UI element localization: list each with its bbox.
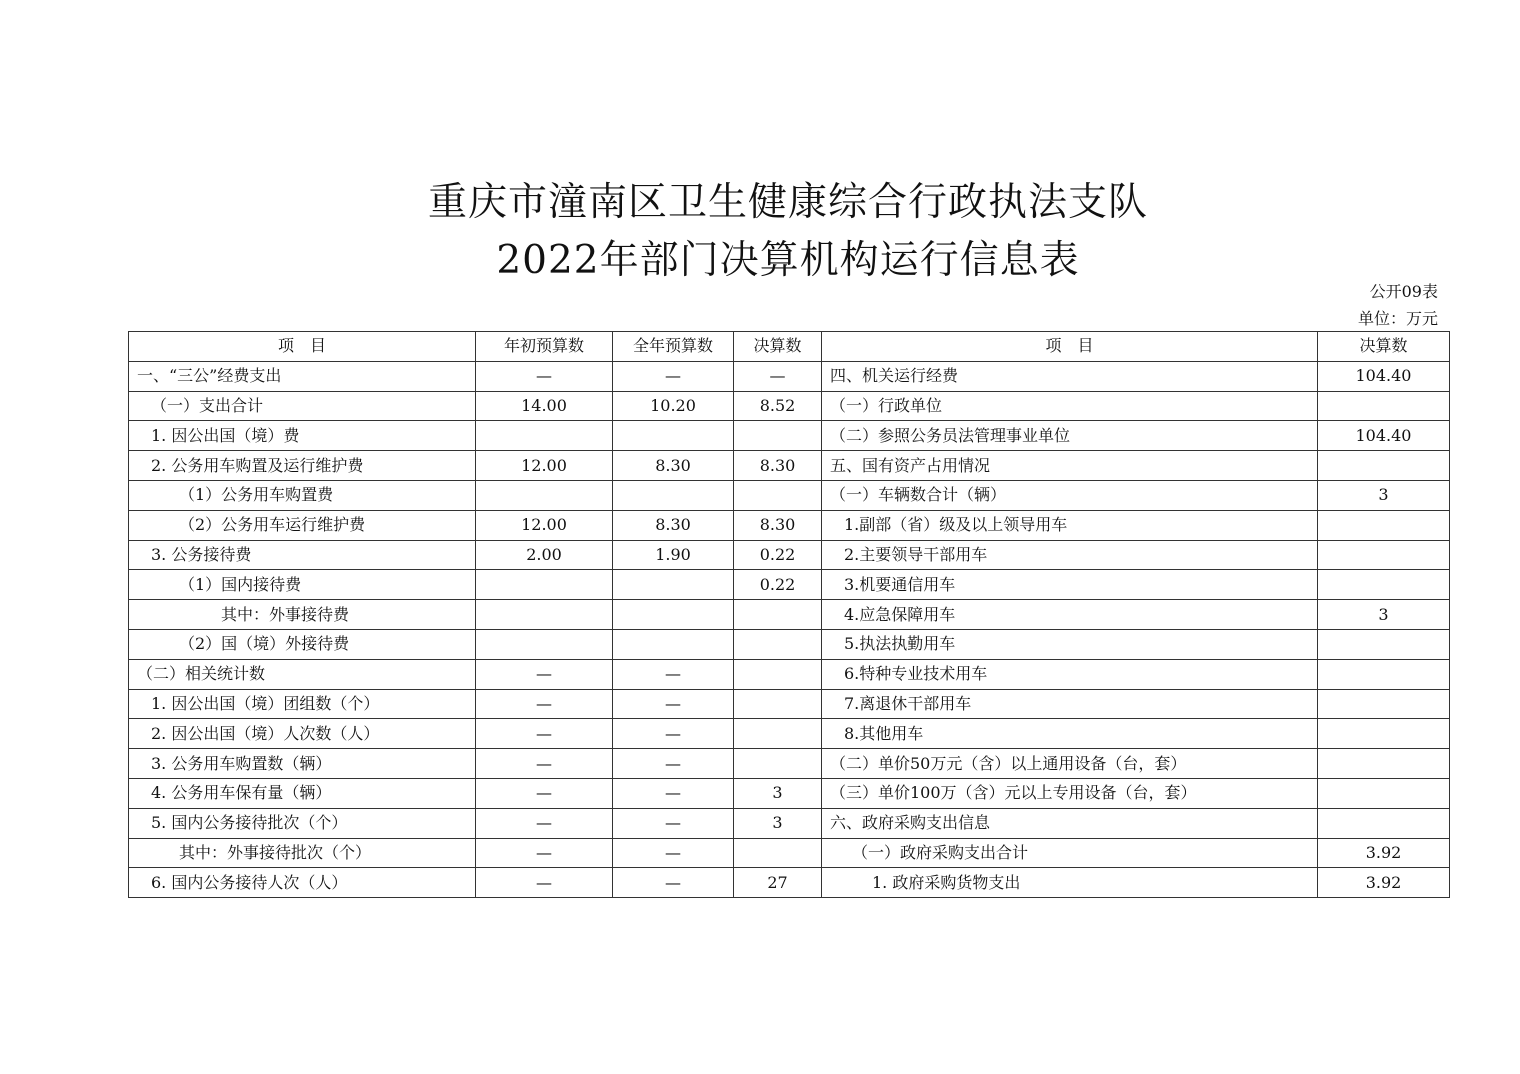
cell-final-left [734,421,822,451]
cell-item-left: 其中：外事接待费 [129,600,476,630]
cell-full-budget: — [613,361,734,391]
cell-item-right: 3.机要通信用车 [822,570,1318,600]
cell-final-right: 3 [1318,600,1450,630]
table-row [129,421,1450,451]
table-row [129,868,1450,898]
cell-full-budget [613,480,734,510]
cell-full-budget: — [613,838,734,868]
cell-full-budget: — [613,719,734,749]
cell-final-left: 0.22 [734,570,822,600]
table-row [129,570,1450,600]
cell-item-left: 4. 公务用车保有量（辆） [129,778,476,808]
cell-item-right: 五、国有资产占用情况 [822,451,1318,481]
cell-final-right: 3.92 [1318,838,1450,868]
table-row [129,719,1450,749]
cell-final-left: 3 [734,808,822,838]
cell-item-right: （一）政府采购支出合计 [822,838,1318,868]
table-row [129,629,1450,659]
cell-full-budget: 10.20 [613,391,734,421]
cell-initial-budget: — [476,778,613,808]
cell-item-right: 1. 政府采购货物支出 [822,868,1318,898]
cell-final-left: — [734,361,822,391]
cell-initial-budget: 12.00 [476,451,613,481]
cell-item-right: 5.执法执勤用车 [822,629,1318,659]
cell-item-left: 2. 公务用车购置及运行维护费 [129,451,476,481]
cell-final-right [1318,451,1450,481]
cell-final-right [1318,540,1450,570]
cell-item-left: （1）国内接待费 [129,570,476,600]
cell-full-budget: 8.30 [613,451,734,481]
cell-final-left [734,480,822,510]
cell-full-budget: 1.90 [613,540,734,570]
cell-final-right: 3 [1318,480,1450,510]
cell-full-budget [613,421,734,451]
cell-final-right [1318,689,1450,719]
cell-item-left: 其中：外事接待批次（个） [129,838,476,868]
cell-final-right [1318,510,1450,540]
cell-final-right [1318,808,1450,838]
table-row [129,808,1450,838]
cell-full-budget: — [613,778,734,808]
cell-initial-budget [476,629,613,659]
cell-item-left: （二）相关统计数 [129,659,476,689]
table-row [129,659,1450,689]
cell-item-right: 六、政府采购支出信息 [822,808,1318,838]
header-initial-budget: 年初预算数 [476,332,613,362]
cell-initial-budget: — [476,719,613,749]
cell-final-left [734,629,822,659]
header-final-right: 决算数 [1318,332,1450,362]
cell-item-left: 一、“三公”经费支出 [129,361,476,391]
cell-full-budget: — [613,808,734,838]
table-row [129,540,1450,570]
table-row [129,600,1450,630]
cell-final-right [1318,659,1450,689]
cell-full-budget [613,600,734,630]
cell-initial-budget [476,600,613,630]
table-header-row [129,332,1450,362]
cell-item-right: 6.特种专业技术用车 [822,659,1318,689]
cell-final-right: 3.92 [1318,868,1450,898]
cell-initial-budget: — [476,659,613,689]
cell-final-right [1318,629,1450,659]
cell-item-left: （1）公务用车购置费 [129,480,476,510]
table-row [129,510,1450,540]
table-row [129,451,1450,481]
cell-item-left: （2）公务用车运行维护费 [129,510,476,540]
header-item-left: 项 目 [129,332,476,362]
cell-full-budget: 8.30 [613,510,734,540]
cell-final-left: 27 [734,868,822,898]
cell-final-left: 8.52 [734,391,822,421]
cell-item-right: （三）单价100万（含）元以上专用设备（台，套） [822,778,1318,808]
cell-final-right [1318,778,1450,808]
cell-initial-budget: — [476,868,613,898]
cell-full-budget: — [613,659,734,689]
cell-final-right: 104.40 [1318,421,1450,451]
cell-initial-budget: 14.00 [476,391,613,421]
table-row [129,838,1450,868]
cell-item-right: 7.离退休干部用车 [822,689,1318,719]
cell-item-left: 3. 公务接待费 [129,540,476,570]
form-number: 公开09表 [1369,282,1438,301]
cell-item-left: 6. 国内公务接待人次（人） [129,868,476,898]
operation-info-table [128,331,1450,898]
cell-final-left: 3 [734,778,822,808]
cell-item-right: （二）参照公务员法管理事业单位 [822,421,1318,451]
cell-item-left: 5. 国内公务接待批次（个） [129,808,476,838]
cell-item-left: 1. 因公出国（境）团组数（个） [129,689,476,719]
cell-final-left [734,719,822,749]
cell-initial-budget [476,570,613,600]
cell-item-left: （2）国（境）外接待费 [129,629,476,659]
header-item-right: 项 目 [822,332,1318,362]
cell-full-budget: — [613,689,734,719]
cell-initial-budget [476,480,613,510]
cell-initial-budget: — [476,808,613,838]
cell-full-budget: — [613,749,734,779]
cell-item-left: 2. 因公出国（境）人次数（人） [129,719,476,749]
cell-initial-budget [476,421,613,451]
cell-item-right: （二）单价50万元（含）以上通用设备（台，套） [822,749,1318,779]
cell-final-left [734,689,822,719]
table-row [129,361,1450,391]
page-title: 重庆市潼南区卫生健康综合行政执法支队 [427,180,1148,225]
cell-item-left: （一）支出合计 [129,391,476,421]
table-row [129,749,1450,779]
cell-final-left [734,659,822,689]
cell-full-budget [613,629,734,659]
cell-full-budget [613,570,734,600]
table-row [129,480,1450,510]
table-row [129,391,1450,421]
cell-item-right: 四、机关运行经费 [822,361,1318,391]
cell-final-right [1318,719,1450,749]
cell-item-right: 4.应急保障用车 [822,600,1318,630]
cell-final-right [1318,749,1450,779]
cell-item-right: （一）行政单位 [822,391,1318,421]
cell-initial-budget: — [476,838,613,868]
cell-final-right [1318,391,1450,421]
cell-final-left [734,749,822,779]
table-row [129,689,1450,719]
cell-item-right: 2.主要领导干部用车 [822,540,1318,570]
cell-initial-budget: — [476,749,613,779]
cell-initial-budget: 2.00 [476,540,613,570]
table-row [129,778,1450,808]
cell-final-left: 8.30 [734,451,822,481]
unit-label: 单位：万元 [1357,309,1438,328]
cell-final-right [1318,570,1450,600]
cell-final-right: 104.40 [1318,361,1450,391]
cell-final-left [734,600,822,630]
cell-item-left: 1. 因公出国（境）费 [129,421,476,451]
cell-final-left [734,838,822,868]
header-full-budget: 全年预算数 [613,332,734,362]
cell-final-left: 0.22 [734,540,822,570]
cell-final-left: 8.30 [734,510,822,540]
cell-item-right: 8.其他用车 [822,719,1318,749]
cell-initial-budget: — [476,361,613,391]
cell-initial-budget: 12.00 [476,510,613,540]
cell-full-budget: — [613,868,734,898]
header-final-left: 决算数 [734,332,822,362]
cell-initial-budget: — [476,689,613,719]
cell-item-right: （一）车辆数合计（辆） [822,480,1318,510]
cell-item-right: 1.副部（省）级及以上领导用车 [822,510,1318,540]
page-subtitle: 2022年部门决算机构运行信息表 [496,238,1080,283]
cell-item-left: 3. 公务用车购置数（辆） [129,749,476,779]
